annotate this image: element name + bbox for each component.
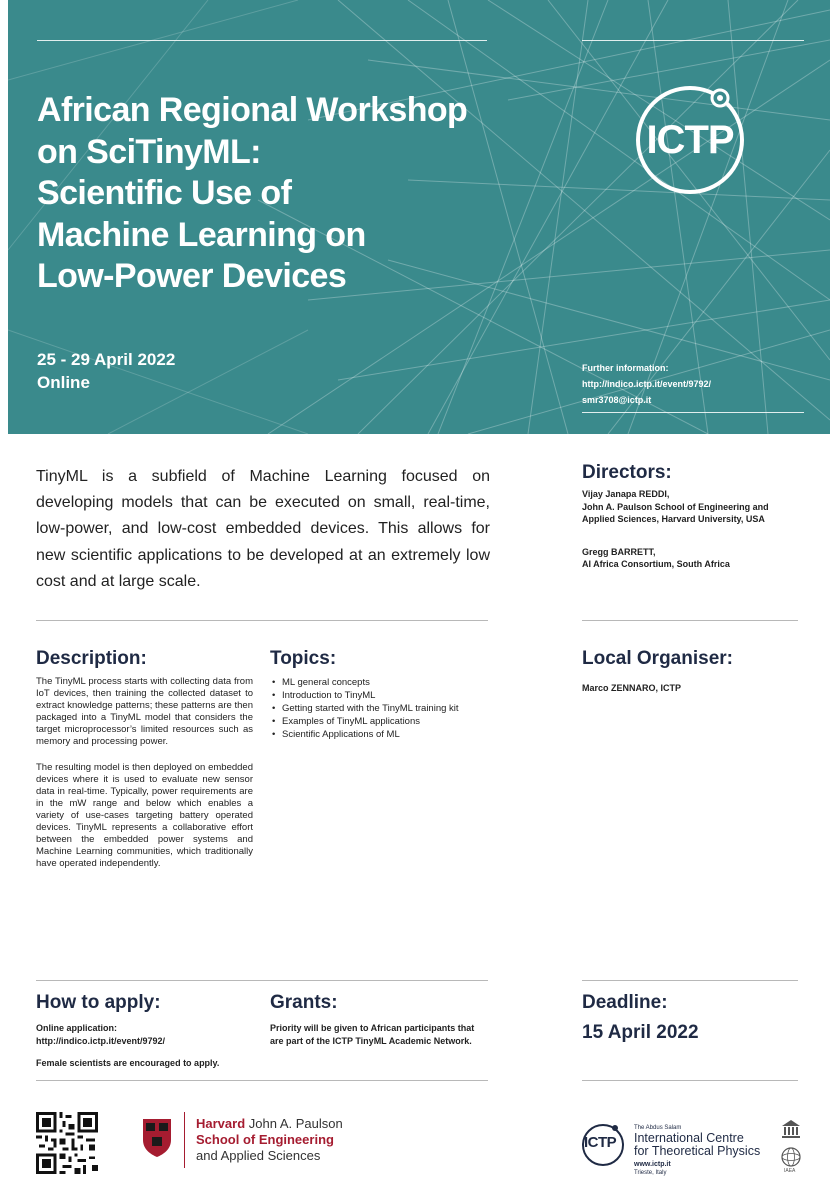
list-item: • Getting started with the TinyML training kit: [272, 702, 512, 715]
workshop-title: [37, 90, 577, 298]
ictp-web-link[interactable]: www.ictp.it: [634, 1161, 671, 1168]
title-line: Scientific Use of: [37, 174, 292, 212]
header-top-rule-right: [582, 40, 804, 41]
section-divider: [582, 980, 798, 981]
iaea-label: IAEA: [784, 1168, 796, 1174]
ictp-name: International Centre: [634, 1131, 744, 1145]
title-line: on SciTinyML:: [37, 132, 261, 171]
list-item: • Scientific Applications of ML: [272, 728, 512, 741]
director-affiliation: Applied Sciences, Harvard University, USA: [582, 514, 765, 524]
further-information: [582, 360, 711, 408]
organiser-name: Marco ZENNARO, ICTP: [582, 683, 682, 693]
directors-list: [582, 488, 807, 591]
list-item: • Introduction to TinyML: [272, 689, 512, 702]
section-divider: [582, 1080, 798, 1081]
header-top-rule: [37, 40, 487, 41]
topics-list: [272, 676, 512, 741]
apply-body: [36, 1022, 256, 1070]
apply-note: Female scientists are encouraged to apply.: [36, 1058, 220, 1068]
header-bottom-rule-right: [582, 412, 804, 413]
grants-text: Priority will be given to African participants that are part of the ICTP TinyML Academic Network.: [270, 1023, 475, 1046]
section-divider: [36, 980, 488, 981]
further-email-link[interactable]: smr3708@ictp.it: [582, 395, 652, 405]
directors-heading: Directors:: [582, 462, 672, 483]
list-item: • Examples of TinyML applications: [272, 715, 512, 728]
ictp-logo: [626, 74, 766, 204]
further-url-link[interactable]: http://indico.ictp.it/event/9792/: [582, 379, 712, 389]
further-label: Further information:: [582, 363, 669, 373]
director-affiliation: AI Africa Consortium, South Africa: [582, 559, 730, 569]
apply-label: Online application:: [36, 1023, 118, 1033]
topics-heading: Topics:: [270, 648, 337, 669]
list-item: • ML general concepts: [272, 676, 512, 689]
description-paragraph: The resulting model is then deployed on embedded devices where it is used to evaluate new sensor data in real-time. Typically, power requirements are in the mW range and below which enables a variety of use-cases targeting battery operated devices. TinyML represents a collaborative effort between the embedded power systems and Machine Learning communities, which traditionally have operated independently.: [36, 762, 253, 869]
grants-heading: Grants:: [270, 992, 338, 1013]
section-divider: [36, 1080, 488, 1081]
ictp-name: for Theoretical Physics: [634, 1144, 761, 1158]
harvard-shield-icon: [142, 1118, 172, 1158]
ictp-location: Trieste, Italy: [634, 1170, 667, 1176]
description-heading: Description:: [36, 648, 147, 669]
event-mode: Online: [37, 373, 90, 392]
header-banner: [8, 0, 830, 434]
director-affiliation: John A. Paulson School of Engineering and: [582, 501, 769, 512]
deadline-date: 15 April 2022: [582, 1022, 699, 1043]
description-body: [36, 676, 253, 884]
intro-paragraph: TinyML is a subfield of Machine Learning focused on developing models that can be executed on small, real-time, low-power, and low-cost embedded devices. This allows for new scientific applications to be developed at an extremely low cost and at large scale.: [36, 468, 490, 590]
deadline-heading: Deadline:: [582, 992, 668, 1013]
apply-url-link[interactable]: http://indico.ictp.it/event/9792/: [36, 1035, 166, 1046]
harvard-line-3: and Applied Sciences: [196, 1148, 321, 1163]
harvard-logo-text: [196, 1116, 343, 1164]
harvard-line-2: School of Engineering: [196, 1132, 334, 1147]
iaea-icon: [780, 1146, 802, 1168]
ictp-footer-logo: [580, 1122, 626, 1168]
section-divider: [582, 620, 798, 621]
harvard-rest: John A. Paulson: [248, 1116, 343, 1131]
section-divider: [36, 620, 488, 621]
description-paragraph: The TinyML process starts with collecting data from IoT devices, then training the collected dataset to extract knowledge patterns; these patterns are then packaged into a TinyML model that considers the target microprocessor’s limited resources such as memory and processing power.: [36, 676, 253, 747]
title-line: Machine Learning on: [37, 215, 366, 254]
director-name: Vijay Janapa REDDI,: [582, 489, 670, 499]
apply-heading: How to apply:: [36, 992, 161, 1013]
unesco-icon: [780, 1118, 802, 1140]
harvard-divider: [184, 1112, 185, 1168]
title-line: African Regional Workshop: [37, 91, 468, 129]
director-name: Gregg BARRETT,: [582, 546, 656, 557]
ictp-logo-text: ICTP: [646, 118, 734, 162]
qr-code-icon[interactable]: [36, 1112, 98, 1174]
director-2: [582, 546, 807, 571]
date-range: 25 - 29 April 2022: [37, 350, 176, 369]
title-line: Low-Power Devices: [37, 257, 347, 295]
ictp-footer-short: ICTP: [584, 1134, 617, 1151]
organiser-heading: Local Organiser:: [582, 648, 733, 669]
director-1: [582, 488, 807, 526]
ictp-footer-text: [634, 1124, 760, 1177]
harvard-word: Harvard: [196, 1116, 246, 1131]
ictp-pre: The Abdus Salam: [634, 1125, 682, 1131]
event-dates: [37, 348, 175, 394]
harvard-line-1: [196, 1116, 343, 1132]
